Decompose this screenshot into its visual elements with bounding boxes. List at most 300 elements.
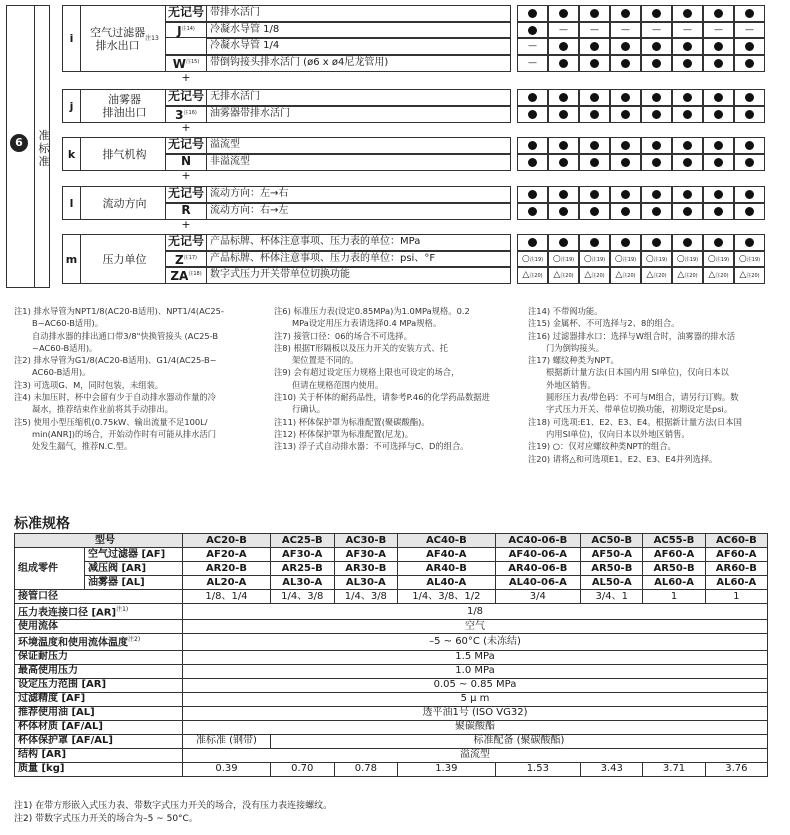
- spec-label-text: 杯体材质 [AF/AL]: [18, 721, 103, 733]
- available-dot-icon: [683, 190, 692, 199]
- npt-only-circle-icon: ○: [645, 253, 654, 264]
- available-dot-icon: [590, 9, 599, 18]
- note-line: 圆形压力表/带色码：不可与M组合，请另行订购。数: [546, 392, 739, 403]
- spec-label-text: 使用流体: [18, 620, 58, 632]
- available-dot-icon: [745, 190, 754, 199]
- spec-value: 1.5 MPa: [183, 650, 768, 664]
- structure-value: 溢流型: [183, 748, 768, 762]
- section-letter: k: [63, 138, 81, 170]
- available-dot-icon: [590, 190, 599, 199]
- option-code: [165, 5, 207, 22]
- mass-value: 1.53: [495, 762, 581, 776]
- availability-cell: [703, 267, 734, 284]
- spec-label: [15, 720, 183, 734]
- mass-value: 0.70: [270, 762, 334, 776]
- section-category-text: 排气机构: [102, 147, 147, 161]
- availability-cell: [672, 186, 703, 203]
- availability-cell: [517, 5, 548, 22]
- option-description: 带倒钩接头排水活门 (ø6 x ø4尼龙管用): [207, 55, 511, 72]
- availability-cell: [672, 203, 703, 220]
- section-category: [81, 6, 169, 71]
- cover-row: [15, 734, 768, 748]
- availability-cell: [548, 186, 579, 203]
- code-note: 注18): [188, 271, 202, 277]
- spec-heading: 标准规格: [14, 516, 70, 532]
- unavailable-dash-icon: —: [528, 41, 537, 51]
- option-triangle-icon: △: [739, 270, 747, 280]
- note-line: 注9) 会有超过设定压力规格上限也可设定的场合，: [274, 367, 460, 378]
- mark-note: 注20): [529, 273, 543, 279]
- option-description: 流动方向：左→右: [207, 186, 511, 203]
- component-model: AR40-B: [398, 562, 495, 576]
- spec-value: 1.0 MPa: [183, 664, 768, 678]
- availability-row: [517, 106, 764, 123]
- spec-label-text: 保证耐压力: [18, 651, 68, 663]
- option-code: [165, 22, 207, 38]
- option-code: [165, 186, 207, 203]
- availability-cell: [548, 251, 579, 267]
- spec-label-text: 环境温度和使用流体温度: [18, 637, 128, 649]
- option-code: [165, 234, 207, 251]
- available-dot-icon: [714, 158, 723, 167]
- availability-cell: [579, 38, 610, 55]
- availability-cell: [672, 154, 703, 171]
- available-dot-icon: [683, 42, 692, 51]
- spec-value: 5 μ m: [183, 692, 768, 706]
- available-dot-icon: [590, 158, 599, 167]
- available-dot-icon: [590, 59, 599, 68]
- spec-value: 1/8: [183, 604, 768, 620]
- note-line: 注15) 金属杯、不可选择与2、8的组合。: [528, 318, 680, 329]
- availability-cell: [548, 234, 579, 251]
- available-dot-icon: [559, 93, 568, 102]
- note-line: 注12) 杯体保护罩为标准配置(尼龙)。: [274, 428, 414, 439]
- section-category-text: 油雾器 排油出口: [102, 93, 147, 119]
- available-dot-icon: [590, 42, 599, 51]
- option-code: [165, 251, 207, 267]
- available-dot-icon: [714, 9, 723, 18]
- mark-note: 注19): [591, 256, 606, 263]
- note-line: 注5) 使用小型压缩机(0.75kW、输出流量不足100L/: [14, 416, 208, 427]
- availability-cell: [703, 154, 734, 171]
- port-size: 3/4: [495, 590, 581, 604]
- spec-label: [15, 620, 183, 634]
- code-note: 注16): [183, 110, 197, 116]
- available-dot-icon: [621, 110, 630, 119]
- component-model: AR60-B: [705, 562, 767, 576]
- notes-column-3: [528, 305, 783, 465]
- availability-cell: [579, 234, 610, 251]
- available-dot-icon: [714, 42, 723, 51]
- available-dot-icon: [559, 158, 568, 167]
- availability-cell: [734, 38, 765, 55]
- note-line: ~AC60-B适用)。: [32, 342, 98, 353]
- availability-cell: [548, 137, 579, 154]
- npt-only-circle-icon: ○: [552, 253, 561, 264]
- note-line: 外地区销售。: [546, 379, 596, 390]
- availability-row: [517, 251, 764, 267]
- available-dot-icon: [714, 59, 723, 68]
- availability-cell: [703, 106, 734, 123]
- note-line: 注18) 可选项:E1、E2、E3、E4。根据新计量方法(日本国: [528, 416, 742, 427]
- availability-cell: [734, 5, 765, 22]
- category-note: 注13: [145, 35, 159, 42]
- availability-cell: [641, 89, 672, 106]
- available-dot-icon: [745, 158, 754, 167]
- port-row: [15, 590, 768, 604]
- model-name: AC25-B: [270, 534, 334, 548]
- model-name: AC50-B: [581, 534, 643, 548]
- option-code-text: 3: [175, 108, 184, 122]
- availability-cell: [703, 55, 734, 72]
- available-dot-icon: [528, 190, 537, 199]
- availability-cell: [672, 234, 703, 251]
- available-dot-icon: [528, 141, 537, 150]
- spec-value: –5 ~ 60°C (未冻结): [183, 634, 768, 650]
- spec-label-note: 注1): [116, 606, 129, 613]
- available-dot-icon: [652, 93, 661, 102]
- available-dot-icon: [683, 238, 692, 247]
- available-dot-icon: [652, 190, 661, 199]
- availability-cell: [672, 251, 703, 267]
- option-section-l: [62, 186, 166, 220]
- note-line: 注6) 标准压力表(设定0.85MPa)为1.0MPa规格。0.2: [274, 306, 470, 316]
- mass-value: 3.76: [705, 762, 767, 776]
- notes-column-1: [14, 305, 264, 453]
- option-code-text: Z: [174, 253, 184, 267]
- availability-cell: [641, 55, 672, 72]
- availability-cell: [610, 137, 641, 154]
- availability-cell: [672, 38, 703, 55]
- availability-row: [517, 234, 764, 251]
- available-dot-icon: [683, 59, 692, 68]
- mass-value: 1.39: [398, 762, 495, 776]
- footnote-2: 注2) 带数字式压力开关的场合为–5 ~ 50°C。: [14, 814, 198, 824]
- available-dot-icon: [528, 9, 537, 18]
- availability-cell: [703, 38, 734, 55]
- availability-cell: [734, 186, 765, 203]
- available-dot-icon: [528, 26, 537, 35]
- cover-label: 杯体保护罩 [AF/AL]: [15, 734, 183, 748]
- availability-cell: [610, 234, 641, 251]
- availability-cell: [517, 251, 548, 267]
- availability-cell: [734, 106, 765, 123]
- availability-cell: [579, 267, 610, 284]
- component-model: AF60-A: [705, 548, 767, 562]
- spec-label: [15, 664, 183, 678]
- availability-cell: [610, 89, 641, 106]
- section-category: [81, 90, 169, 122]
- available-dot-icon: [590, 238, 599, 247]
- available-dot-icon: [652, 141, 661, 150]
- available-dot-icon: [652, 59, 661, 68]
- mass-value: 3.43: [581, 762, 643, 776]
- availability-cell: [672, 55, 703, 72]
- component-model: AF40-06-A: [495, 548, 581, 562]
- note-line: 注3) 可选项G、M，同时包装，未组装。: [14, 379, 164, 390]
- mark-note: 注20): [622, 273, 636, 279]
- unavailable-dash-icon: —: [528, 58, 537, 68]
- component-label: 减压阀 [AR]: [85, 562, 183, 576]
- availability-cell: [517, 106, 548, 123]
- availability-cell: [610, 154, 641, 171]
- option-code-empty: [165, 38, 207, 55]
- availability-cell: [641, 5, 672, 22]
- spec-label: [15, 650, 183, 664]
- component-model: AR50-B: [581, 562, 643, 576]
- mark-note: 注19): [653, 256, 668, 263]
- option-description: 产品标牌、杯体注意事项、压力表的单位：psi、°F: [207, 251, 511, 267]
- availability-cell: [579, 186, 610, 203]
- availability-cell: [548, 106, 579, 123]
- option-section-m: [62, 234, 166, 284]
- port-size: 1/8、1/4: [183, 590, 271, 604]
- available-dot-icon: [621, 9, 630, 18]
- available-dot-icon: [559, 207, 568, 216]
- mark-note: 注20): [653, 273, 667, 279]
- npt-only-circle-icon: ○: [707, 253, 716, 264]
- mass-label: 质量 [kg]: [15, 762, 183, 776]
- availability-row: [517, 5, 764, 22]
- component-model: AR40-06-B: [495, 562, 581, 576]
- availability-row: [517, 38, 764, 55]
- available-dot-icon: [683, 158, 692, 167]
- port-size: 1/4、3/8: [334, 590, 398, 604]
- available-dot-icon: [745, 59, 754, 68]
- availability-cell: [610, 251, 641, 267]
- mark-note: 注19): [622, 256, 637, 263]
- availability-cell: [517, 38, 548, 55]
- available-dot-icon: [621, 207, 630, 216]
- available-dot-icon: [652, 9, 661, 18]
- note-line: MPa设定用压力表请选择0.4 MPa规格。: [292, 318, 442, 329]
- spec-label-text: 推荐使用油 [AL]: [18, 707, 95, 719]
- spec-model-row: [15, 534, 768, 548]
- note-line: 根据新计量方法(日本国内用 SI单位)，仅向日本以: [546, 367, 729, 378]
- available-dot-icon: [559, 42, 568, 51]
- availability-cell: [703, 89, 734, 106]
- availability-row: [517, 186, 764, 203]
- model-name: AC40-B: [398, 534, 495, 548]
- component-model: AL40-A: [398, 576, 495, 590]
- availability-cell: [641, 137, 672, 154]
- availability-cell: [641, 234, 672, 251]
- option-triangle-icon: △: [553, 270, 561, 280]
- note-line: 注16) 过滤器排水口：选择与W组合时，油雾器的排水活: [528, 330, 736, 341]
- spec-row: [15, 620, 768, 634]
- model-label: 型号: [15, 534, 183, 548]
- option-triangle-icon: △: [708, 270, 716, 280]
- availability-cell: [548, 38, 579, 55]
- section-category-text: 压力单位: [102, 252, 147, 266]
- available-dot-icon: [559, 9, 568, 18]
- option-description: 冷凝水导管 1/8: [207, 22, 511, 38]
- available-dot-icon: [621, 141, 630, 150]
- spec-row: [15, 720, 768, 734]
- availability-cell: [734, 234, 765, 251]
- note-line: 字式压力开关、带单位切换功能，初期设定是psi。: [546, 404, 733, 415]
- code-note: 注14): [181, 26, 195, 32]
- spec-label-text: 压力表连接口径 [AR]: [18, 607, 117, 619]
- availability-cell: [548, 55, 579, 72]
- component-model: AL60-A: [643, 576, 705, 590]
- cover-value-first: 准标准 (钢带): [183, 734, 271, 748]
- component-model: AL50-A: [581, 576, 643, 590]
- availability-cell: [703, 137, 734, 154]
- availability-cell: [517, 154, 548, 171]
- model-name: AC40-06-B: [495, 534, 581, 548]
- note-line: 注17) 螺纹种类为NPT。: [528, 355, 619, 366]
- available-dot-icon: [652, 238, 661, 247]
- section-letter: l: [63, 187, 81, 219]
- availability-cell: [734, 154, 765, 171]
- option-description: 带排水活门: [207, 5, 511, 22]
- spec-label: [15, 604, 183, 620]
- option-section-i: [62, 5, 166, 72]
- code-note: 注17): [183, 255, 198, 261]
- component-model: AL60-A: [705, 576, 767, 590]
- note-line: 注20) 请将△和可选项E1、E2、E3、E4并列选择。: [528, 453, 718, 464]
- note-line: 内用SI单位)，仅向日本以外地区销售。: [546, 428, 690, 439]
- available-dot-icon: [745, 141, 754, 150]
- note-line: 注14) 不带阀功能。: [528, 306, 603, 316]
- available-dot-icon: [621, 59, 630, 68]
- spec-row: [15, 692, 768, 706]
- note-line: min(ANR])的场合，开始动作时有可能从排水活门: [32, 428, 217, 439]
- option-title: 准标准: [38, 129, 50, 168]
- option-code: [165, 137, 207, 154]
- available-dot-icon: [714, 110, 723, 119]
- availability-row: [517, 22, 764, 38]
- note-line: 注10) 关于杯体的耐药品性，请参考P.46的化学药品数据进: [274, 392, 490, 403]
- availability-cell: [672, 137, 703, 154]
- unavailable-dash-icon: —: [652, 24, 661, 35]
- component-label: 油雾器 [AL]: [85, 576, 183, 590]
- availability-cell: [734, 89, 765, 106]
- availability-cell: [579, 137, 610, 154]
- unavailable-dash-icon: —: [683, 24, 692, 35]
- availability-cell: [579, 89, 610, 106]
- availability-cell: [672, 22, 703, 38]
- available-dot-icon: [559, 110, 568, 119]
- availability-cell: [734, 55, 765, 72]
- availability-cell: [548, 89, 579, 106]
- option-triangle-icon: △: [615, 270, 623, 280]
- plus-separator: +: [181, 218, 191, 231]
- unavailable-dash-icon: —: [559, 24, 568, 35]
- availability-cell: [517, 267, 548, 284]
- npt-only-circle-icon: ○: [614, 253, 623, 264]
- option-code-text: 无记号: [167, 137, 204, 151]
- unavailable-dash-icon: —: [745, 24, 754, 35]
- mass-value: 0.39: [183, 762, 271, 776]
- mark-note: 注20): [684, 273, 698, 279]
- available-dot-icon: [652, 110, 661, 119]
- notes-column-2: [274, 305, 524, 453]
- mark-note: 注19): [746, 256, 761, 263]
- availability-cell: [579, 154, 610, 171]
- availability-cell: [548, 203, 579, 220]
- available-dot-icon: [621, 93, 630, 102]
- spec-label: [15, 678, 183, 692]
- availability-cell: [734, 267, 765, 284]
- option-description: 产品标牌、杯体注意事项、压力表的单位：MPa: [207, 234, 511, 251]
- component-model: AF20-A: [183, 548, 271, 562]
- availability-cell: [579, 251, 610, 267]
- unavailable-dash-icon: —: [621, 24, 630, 35]
- available-dot-icon: [652, 42, 661, 51]
- available-dot-icon: [559, 59, 568, 68]
- option-description: 油雾器带排水活门: [207, 106, 511, 123]
- note-line: 门为倒钩接头。: [546, 342, 605, 353]
- spec-value: 聚碳酸酯: [183, 720, 768, 734]
- note-line: 注2) 排水导管为G1/8(AC20-B适用)、G1/4(AC25-B~: [14, 355, 217, 366]
- spec-value: 0.05 ~ 0.85 MPa: [183, 678, 768, 692]
- availability-cell: [579, 22, 610, 38]
- availability-cell: [517, 234, 548, 251]
- spec-row: [15, 634, 768, 650]
- available-dot-icon: [590, 93, 599, 102]
- component-model: AF60-A: [643, 548, 705, 562]
- option-section-j: [62, 89, 166, 123]
- available-dot-icon: [714, 238, 723, 247]
- option-triangle-icon: △: [646, 270, 654, 280]
- note-line: 自动排水器的排出通口带3/8"快换管接头 (AC25-B: [32, 330, 219, 341]
- available-dot-icon: [528, 93, 537, 102]
- option-code-text: N: [180, 154, 192, 168]
- available-dot-icon: [621, 42, 630, 51]
- spec-value: 透平油1号 (ISO VG32): [183, 706, 768, 720]
- available-dot-icon: [745, 93, 754, 102]
- mark-note: 注20): [715, 273, 729, 279]
- availability-cell: [579, 55, 610, 72]
- availability-cell: [517, 55, 548, 72]
- available-dot-icon: [559, 190, 568, 199]
- availability-cell: [734, 251, 765, 267]
- option-code: [165, 267, 207, 284]
- availability-cell: [734, 137, 765, 154]
- mark-note: 注19): [529, 256, 544, 263]
- option-description: 冷凝水导管 1/4: [207, 38, 511, 55]
- mark-note: 注19): [715, 256, 730, 263]
- availability-cell: [610, 38, 641, 55]
- port-size: 1: [643, 590, 705, 604]
- section-category: [81, 138, 169, 170]
- component-model: AR50-B: [643, 562, 705, 576]
- section-category-text: 空气过滤器 排水出口: [90, 25, 146, 52]
- mark-note: 注19): [560, 256, 575, 263]
- option-section-k: [62, 137, 166, 171]
- option-code-text: ZA: [170, 269, 189, 283]
- availability-cell: [610, 55, 641, 72]
- component-model: AL40-06-A: [495, 576, 581, 590]
- cover-value-rest: 标准配备 (聚碳酸酯): [270, 734, 767, 748]
- availability-cell: [641, 106, 672, 123]
- availability-cell: [703, 234, 734, 251]
- component-model: AR25-B: [270, 562, 334, 576]
- available-dot-icon: [621, 238, 630, 247]
- component-model: AL20-A: [183, 576, 271, 590]
- availability-cell: [672, 106, 703, 123]
- mass-value: 0.78: [334, 762, 398, 776]
- plus-separator: +: [181, 71, 191, 84]
- availability-cell: [610, 203, 641, 220]
- available-dot-icon: [528, 110, 537, 119]
- available-dot-icon: [559, 141, 568, 150]
- availability-row: [517, 137, 764, 154]
- availability-cell: [579, 203, 610, 220]
- available-dot-icon: [745, 42, 754, 51]
